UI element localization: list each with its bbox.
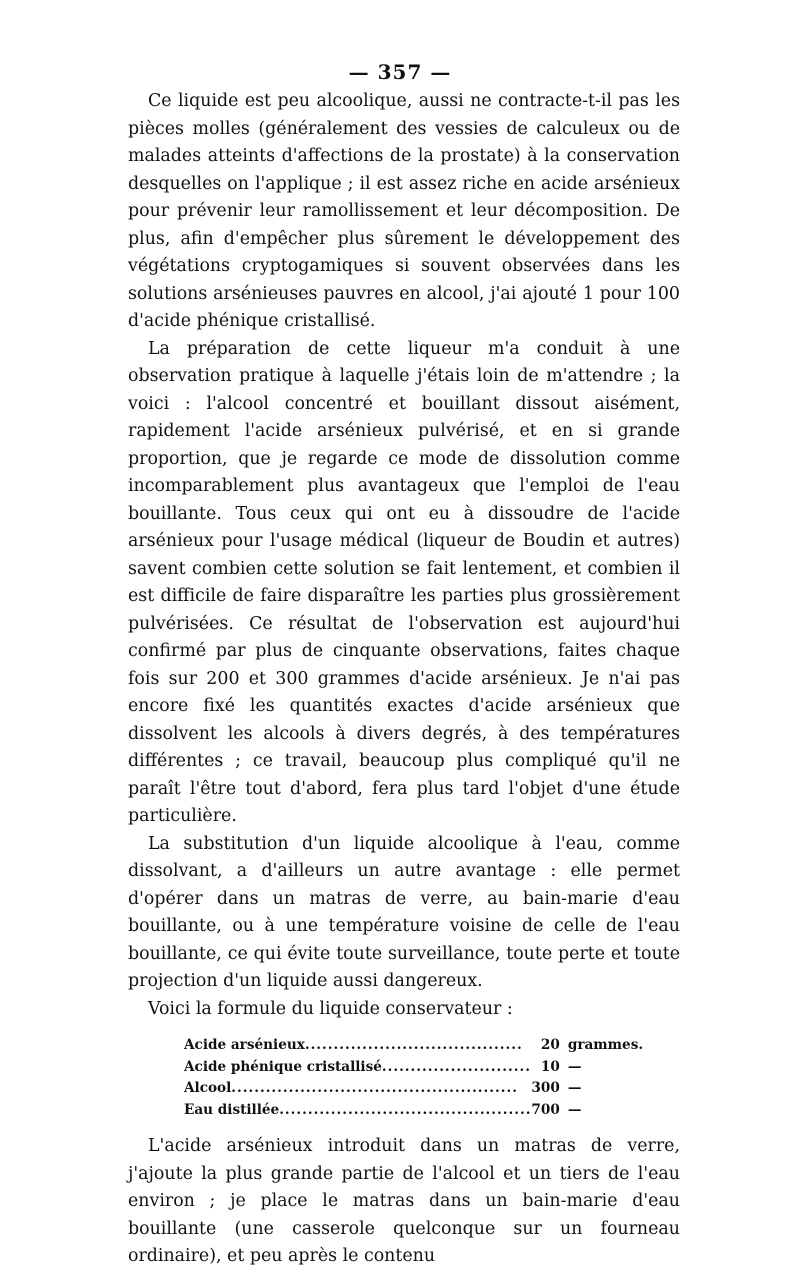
leader-dots: ...................................... — [304, 1037, 523, 1053]
paragraph-procedure: L'acide arsénieux introduit dans un matras de verre, j'ajoute la plus grande partie de l'alcool et un tiers de l'eau environ ; je place le matras dans un bain-marie d'eau bouillante (une casserole quelconque sur un fourneau ordinaire), et peu après le contenu — [128, 1136, 680, 1266]
ingredient-name: Eau distillée — [184, 1101, 280, 1118]
paragraph-liquid-properties: Ce liquide est peu alcoolique, aussi ne contracte-t-il pas les pièces molles (généralement des vessies de calculeux ou de malades atteints d'affections de la prostate) à la conservation desquelles on l'applique ; il est assez riche en acide arsénieux pour prévenir leur ramollissement et leur décomposition. De plus, afin d'empêcher plus sûrement le développement des végétations cryptogamiques si souvent observées dans les solutions arsénieuses pauvres en alcool, j'ai ajouté 1 pour 100 d'acide phénique cristallisé. — [128, 91, 680, 331]
leader-dots: .......................... — [381, 1058, 531, 1075]
ingredient-unit: — — [567, 1101, 582, 1118]
ingredient-unit: — — [567, 1080, 582, 1096]
ingredient-unit: — — [567, 1058, 582, 1075]
ingredient-quantity: 10 — [540, 1058, 560, 1075]
page-body — [128, 88, 680, 1271]
formula-table — [184, 1035, 643, 1121]
ingredient-name: Acide arsénieux — [184, 1037, 305, 1053]
ingredient-quantity: 700 — [531, 1101, 560, 1118]
leader-dots: .................................................. — [231, 1080, 518, 1096]
paragraph-substitution: La substitution d'un liquide alcoolique à l'eau, comme dissolvant, a d'ailleurs un autre avantage : elle permet d'opérer dans un matras de verre, au bain-marie d'eau bouillante, ou à une température voisine de celle de l'eau bouillante, ce qui évite toute surveillance, toute perte et toute projection d'un liquide aussi dangereux. — [128, 833, 680, 991]
ingredient-quantity: 300 — [531, 1080, 560, 1096]
formula-row — [184, 1057, 643, 1079]
formula-row — [184, 1035, 643, 1057]
ingredient-name: Acide phénique cristallisé — [184, 1058, 382, 1075]
formula-row — [184, 1100, 643, 1122]
ingredient-unit: grammes. — [567, 1037, 644, 1053]
paragraph-formula-intro: Voici la formule du liquide conservateur : — [148, 998, 513, 1019]
ingredient-quantity: 20 — [540, 1037, 560, 1053]
paragraph-preparation: La préparation de cette liqueur m'a conduit à une observation pratique à laquelle j'étais loin de m'attendre ; la voici : l'alcool concentré et bouillant dissout aisément, rapidement l'acide arsénieux pulvérisé, et en si grande proportion, que je regarde ce mode de dissolution comme incomparablement plus avantageux que l'emploi de l'eau bouillante. Tous ceux qui ont eu à dissoudre de l'acide arsénieux pour l'usage médical (liqueur de Boudin et autres) savent combien cette solution se fait lentement, et combien il est difficile de faire disparaître les parties plus grossièrement pulvérisées. Ce résultat de l'observation est aujourd'hui confirmé par plus de cinquante observations, faites chaque fois sur 200 et 300 grammes d'acide arsénieux. Je n'ai pas encore fixé les quantités exactes d'acide arsénieux que dissolvent les alcools à divers degrés, à des températures différentes ; ce travail, beaucoup plus compliqué qu'il ne paraît l'être tout d'abord, fera plus tard l'objet d'une étude particulière. — [128, 338, 680, 826]
ingredient-name: Alcool — [184, 1080, 232, 1096]
formula-row — [184, 1078, 643, 1100]
leader-dots: ............................................ — [279, 1101, 532, 1118]
page-number: — 357 — — [348, 60, 452, 84]
